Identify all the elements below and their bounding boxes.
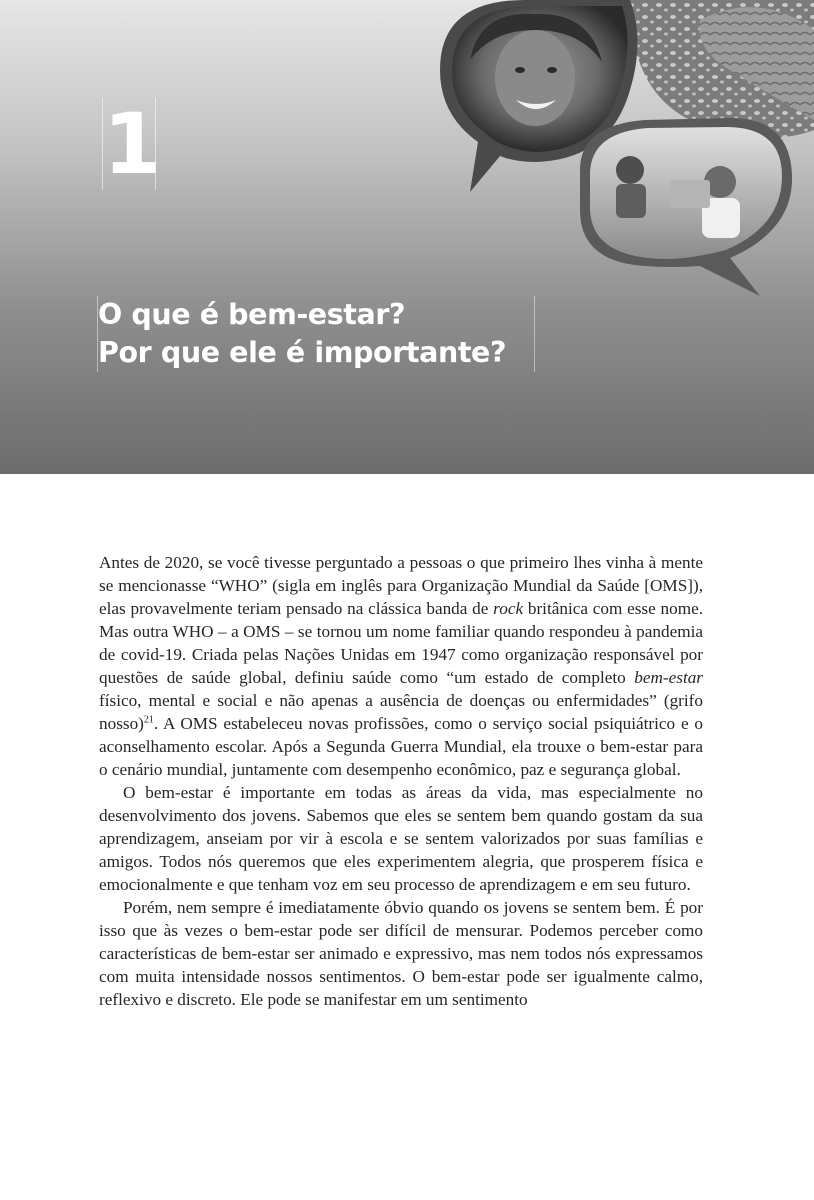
chapter-title-line-1: O que é bem-estar?	[98, 298, 406, 331]
paragraph-2: O bem-estar é importante em todas as áreas da vida, mas especialmente no desenvolvimento dos jovens. Sabemos que eles se sentem bem quando gostam da sua aprendizagem, anseiam por vir à escola e se sentem valorizados por suas famílias e amigos. Todos nós queremos que eles experimentem alegria, que prosperem física e emocionalmente e que tenham voz em seu processo de aprendizagem e em seu futuro.	[99, 783, 703, 894]
emphasis-rock: rock	[493, 599, 524, 618]
paragraph-1	[99, 551, 703, 781]
child-face	[495, 30, 575, 126]
paragraph-1-text-d: . A OMS estabeleceu novas profissões, como o serviço social psiquiátrico e o aconselhamento escolar. Após a Segunda Guerra Mundial, ela trouxe o bem-estar para o cenário mundial, juntamente com desempenho econômico, paz e segurança global.	[99, 714, 703, 779]
chapter-title-line-2: Por que ele é importante?	[98, 336, 507, 369]
paragraph-1-text-c: físico, mental e social e não apenas a ausência de doenças ou enfermidades” (grifo nosso)	[99, 691, 703, 733]
paragraph-1-text-a: Antes de 2020, se você tivesse perguntado a pessoas o que primeiro lhes vinha à mente se mencionasse “WHO” (sigla em inglês para Organização Mundial da Saúde [OMS]), elas provavelmente teriam pensado na clássica banda de	[99, 553, 703, 618]
footnote-reference: 21	[143, 714, 154, 726]
emphasis-bem-estar: bem-estar	[634, 668, 703, 687]
paragraph-1-text-b: britânica com esse nome. Mas outra WHO – a OMS – se tornou um nome familiar quando respondeu à pandemia de covid-19. Criada pelas Nações Unidas em 1947 como organização responsável por questões de saúde global, definiu saúde como “um estado de completo	[99, 599, 703, 687]
speech-bubble-photo-collage	[430, 0, 814, 300]
paragraph-3: Porém, nem sempre é imediatamente óbvio quando os jovens se sentem bem. É por isso que às vezes o bem-estar pode ser difícil de mensurar. Podemos perceber como características de bem-estar ser animado e expressivo, mas nem todos nós expressamos com muita intensidade nossos sentimentos. O bem-estar pode ser igualmente calmo, reflexivo e discreto. Ele pode se manifestar em um sentimento	[99, 898, 703, 1009]
chapter-header	[0, 0, 814, 474]
chapter-number: 1	[103, 95, 162, 193]
chapter-body	[99, 551, 703, 1011]
header-divider	[0, 462, 814, 474]
chapter-title	[97, 296, 535, 372]
